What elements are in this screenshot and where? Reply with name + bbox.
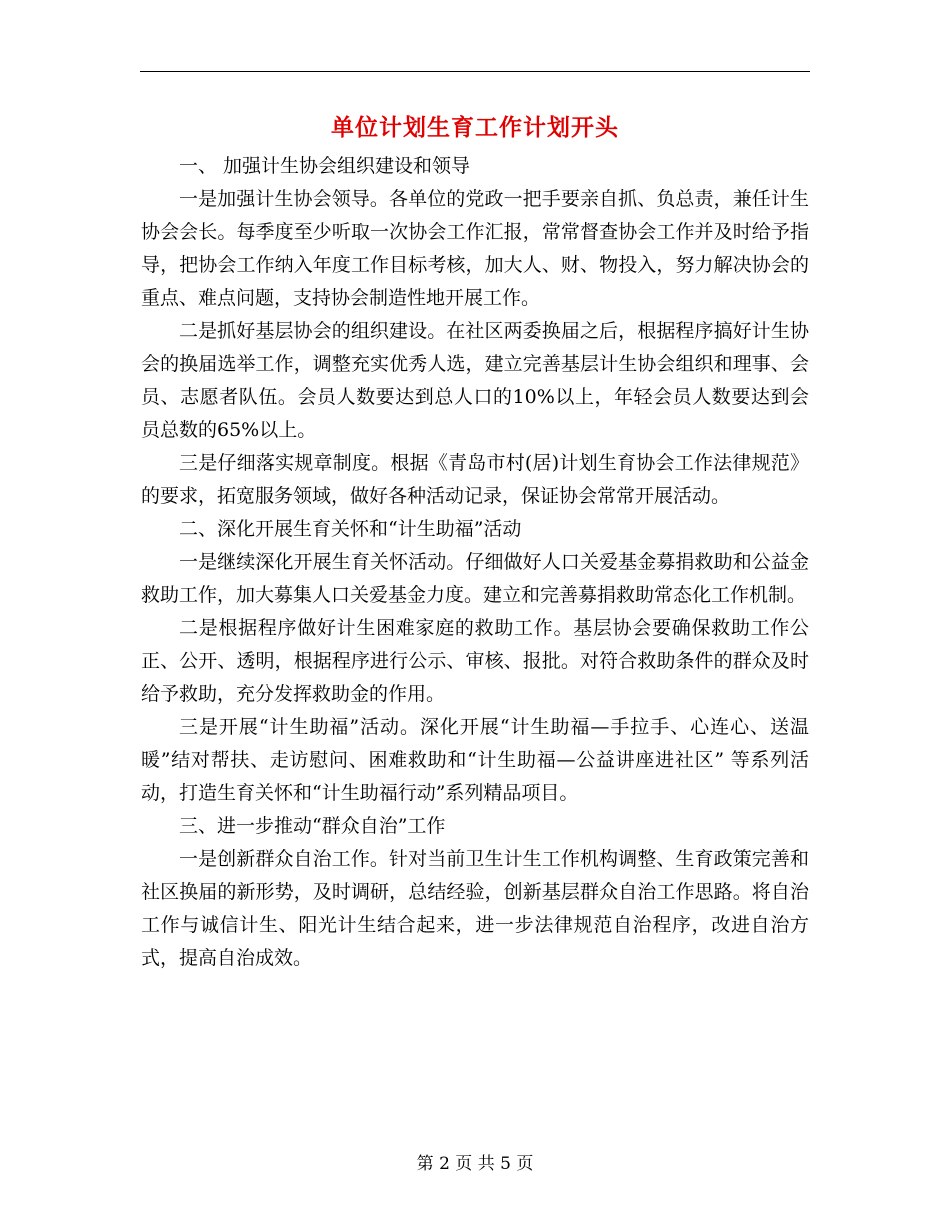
paragraph: 二是根据程序做好计生困难家庭的救助工作。基层协会要确保救助工作公正、公开、透明，根据程序进行公示、审核、报批。对符合救助条件的群众及时给予救助，充分发挥救助金的作用。 [141, 617, 809, 705]
paragraph: 三是仔细落实规章制度。根据《青岛市村(居)计划生育协会工作法律规范》的要求，拓宽服务领域，做好各种活动记录，保证协会常常开展活动。 [141, 452, 809, 507]
document-body [141, 150, 809, 975]
page-footer: 第 2 页 共 5 页 [416, 1154, 534, 1174]
paragraph: 一是创新群众自治工作。针对当前卫生计生工作机构调整、生育政策完善和社区换届的新形势，及时调研，总结经验，创新基层群众自治工作思路。将自治工作与诚信计生、阳光计生结合起来，进一步法律规范自治程序，改进自治方式，提高自治成效。 [141, 848, 809, 969]
document-title: 单位计划生育工作计划开头 [331, 114, 619, 141]
header-rule [140, 71, 810, 72]
paragraph: 二是抓好基层协会的组织建设。在社区两委换届之后，根据程序搞好计生协会的换届选举工作，调整充实优秀人选，建立完善基层计生协会组织和理事、会员、志愿者队伍。会员人数要达到总人口的10%以上，年轻会员人数要达到会员总数的65%以上。 [141, 320, 809, 441]
paragraph: 一是加强计生协会领导。各单位的党政一把手要亲自抓、负总责，兼任计生协会会长。每季度至少听取一次协会工作汇报，常常督查协会工作并及时给予指导，把协会工作纳入年度工作目标考核，加大人、财、物投入，努力解决协会的重点、难点问题，支持协会制造性地开展工作。 [141, 188, 809, 309]
section-heading-2: 二、深化开展生育关怀和“计生助福”活动 [179, 518, 522, 540]
section-heading-1: 一、 加强计生协会组织建设和领导 [179, 155, 471, 177]
section-heading-3: 三、进一步推动“群众自治”工作 [179, 815, 446, 837]
paragraph: 一是继续深化开展生育关怀活动。仔细做好人口关爱基金募捐救助和公益金救助工作，加大募集人口关爱基金力度。建立和完善募捐救助常态化工作机制。 [141, 551, 809, 606]
paragraph: 三是开展“计生助福”活动。深化开展“计生助福—手拉手、心连心、送温暖”结对帮扶、走访慰问、困难救助和“计生助福—公益讲座进社区” 等系列活动，打造生育关怀和“计生助福行动”系列精品项目。 [141, 716, 809, 804]
